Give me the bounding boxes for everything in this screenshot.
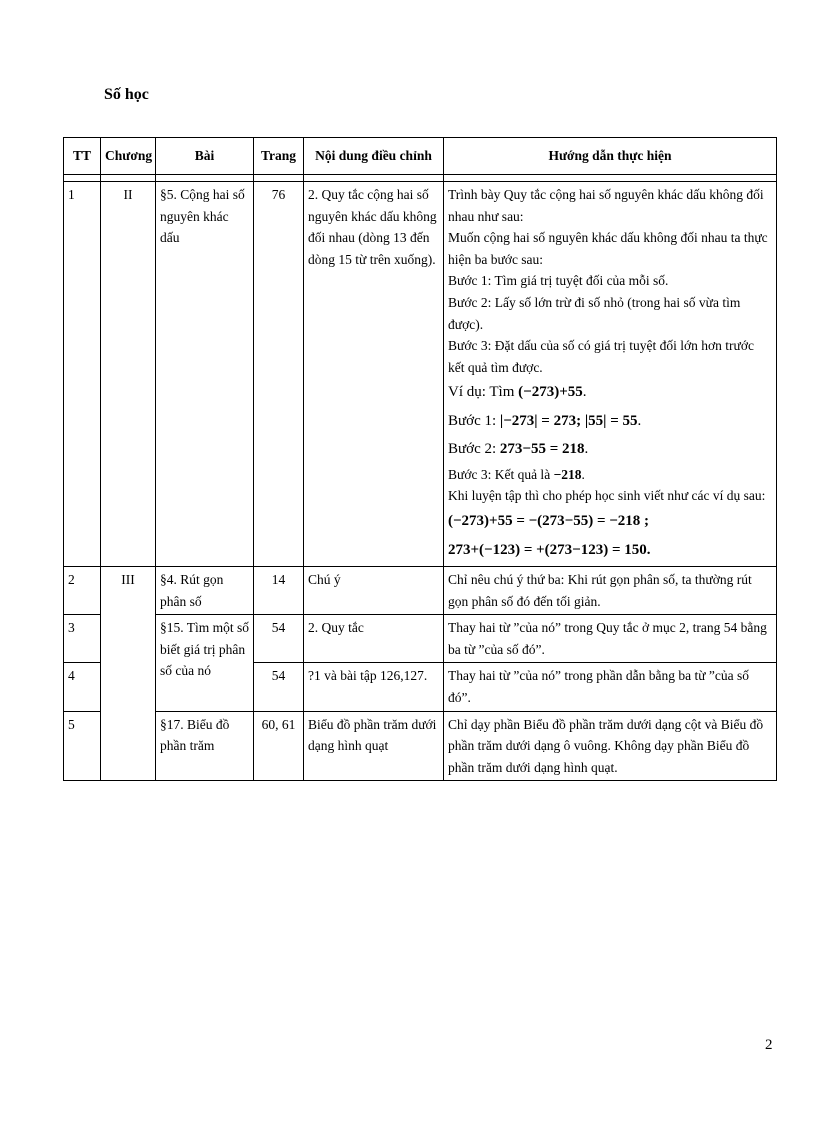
cell-bai: §4. Rút gọn phân số [156, 567, 254, 615]
cell-noi-dung: Biểu đồ phần trăm dưới dạng hình quạt [304, 711, 444, 781]
cell-trang: 54 [254, 615, 304, 663]
cell-noi-dung: Chú ý [304, 567, 444, 615]
cell-trang: 14 [254, 567, 304, 615]
section-heading: Số học [104, 86, 149, 103]
table-row [64, 615, 777, 663]
cell-tt: 2 [64, 567, 101, 615]
step-label: Bước 1: [448, 412, 497, 429]
header-tt: TT [64, 138, 101, 175]
table-row [64, 182, 777, 567]
math-expression: (−273)+55 [518, 384, 583, 401]
cell-tt: 1 [64, 182, 101, 567]
table-row [64, 711, 777, 781]
cell-bai: §17. Biểu đồ phần trăm [156, 711, 254, 781]
cell-tt: 3 [64, 615, 101, 663]
step-label: Bước 3: Kết quả là [448, 466, 551, 482]
table-header-row [64, 138, 777, 175]
spacer-row [64, 175, 777, 182]
cell-trang: 76 [254, 182, 304, 567]
math-expression: |−273| = 273; |55| = 55 [499, 412, 638, 429]
example-line: Ví dụ: Tìm (−273)+55. [448, 384, 587, 401]
text-line: Muốn cộng hai số nguyên khác dấu không đối nhau ta thực hiện ba bước sau: [448, 230, 768, 267]
cell-bai: §5. Cộng hai số nguyên khác dấu [156, 182, 254, 567]
cell-tt: 5 [64, 711, 101, 781]
math-expression: −218 [553, 466, 582, 482]
cell-tt: 4 [64, 663, 101, 711]
cell-bai: §15. Tìm một số biết giá trị phân số của nó [156, 615, 254, 711]
text-line: Trình bày Quy tắc cộng hai số nguyên khác dấu không đối nhau như sau: [448, 187, 764, 224]
header-noi-dung: Nội dung điều chỉnh [304, 138, 444, 175]
header-trang: Trang [254, 138, 304, 175]
math-expression: 273+(−123) = +(273−123) = 150. [448, 541, 651, 558]
cell-trang: 54 [254, 663, 304, 711]
step-line: Bước 3: Kết quả là −218. [448, 466, 585, 482]
step-line: Bước 2: 273−55 = 218. [448, 441, 589, 458]
cell-huong-dan: Thay hai từ ”của nó” trong Quy tắc ở mục 2, trang 54 bằng ba từ ”của số đó”. [444, 615, 777, 663]
adjustment-table [63, 137, 777, 781]
text-line: Bước 2: Lấy số lớn trừ đi số nhỏ (trong hai số vừa tìm được). [448, 294, 741, 332]
step-line: Bước 1: |−273| = 273; |55| = 55. [448, 412, 642, 429]
cell-huong-dan [444, 182, 777, 567]
math-expression: 273−55 = 218 [499, 441, 585, 458]
cell-chuong: II [101, 182, 156, 567]
text-line: Bước 1: Tìm giá trị tuyệt đối của mỗi số. [448, 273, 669, 289]
cell-noi-dung: ?1 và bài tập 126,127. [304, 663, 444, 711]
math-expression: (−273)+55 = −(273−55) = −218 ; [448, 513, 650, 530]
text-line: Bước 3: Đặt dấu của số có giá trị tuyệt đối lớn hơn trước kết quả tìm được. [448, 338, 754, 375]
step-label: Bước 2: [448, 441, 497, 458]
cell-huong-dan: Thay hai từ ”của nó” trong phần dẫn bằng ba từ ”của số đó”. [444, 663, 777, 711]
example-label: Ví dụ: Tìm [448, 384, 515, 401]
page-number: 2 [765, 1037, 773, 1053]
cell-noi-dung: 2. Quy tắc [304, 615, 444, 663]
header-chuong: Chương [101, 138, 156, 175]
cell-noi-dung: 2. Quy tắc cộng hai số nguyên khác dấu không đối nhau (dòng 13 đến dòng 15 từ trên xuống). [304, 182, 444, 567]
cell-chuong: III [101, 567, 156, 781]
cell-huong-dan: Chỉ nêu chú ý thứ ba: Khi rút gọn phân số, ta thường rút gọn phân số đó đến tối giản. [444, 567, 777, 615]
cell-huong-dan: Chỉ dạy phần Biểu đồ phần trăm dưới dạng cột và Biểu đồ phần trăm dưới dạng ô vuông. Không dạy phần Biểu đồ phần trăm dưới dạng hình quạt. [444, 711, 777, 781]
header-huong-dan: Hướng dẫn thực hiện [444, 138, 777, 175]
table-row [64, 567, 777, 615]
text-line: Khi luyện tập thì cho phép học sinh viết như các ví dụ sau: [448, 488, 766, 504]
header-bai: Bài [156, 138, 254, 175]
cell-trang: 60, 61 [254, 711, 304, 781]
